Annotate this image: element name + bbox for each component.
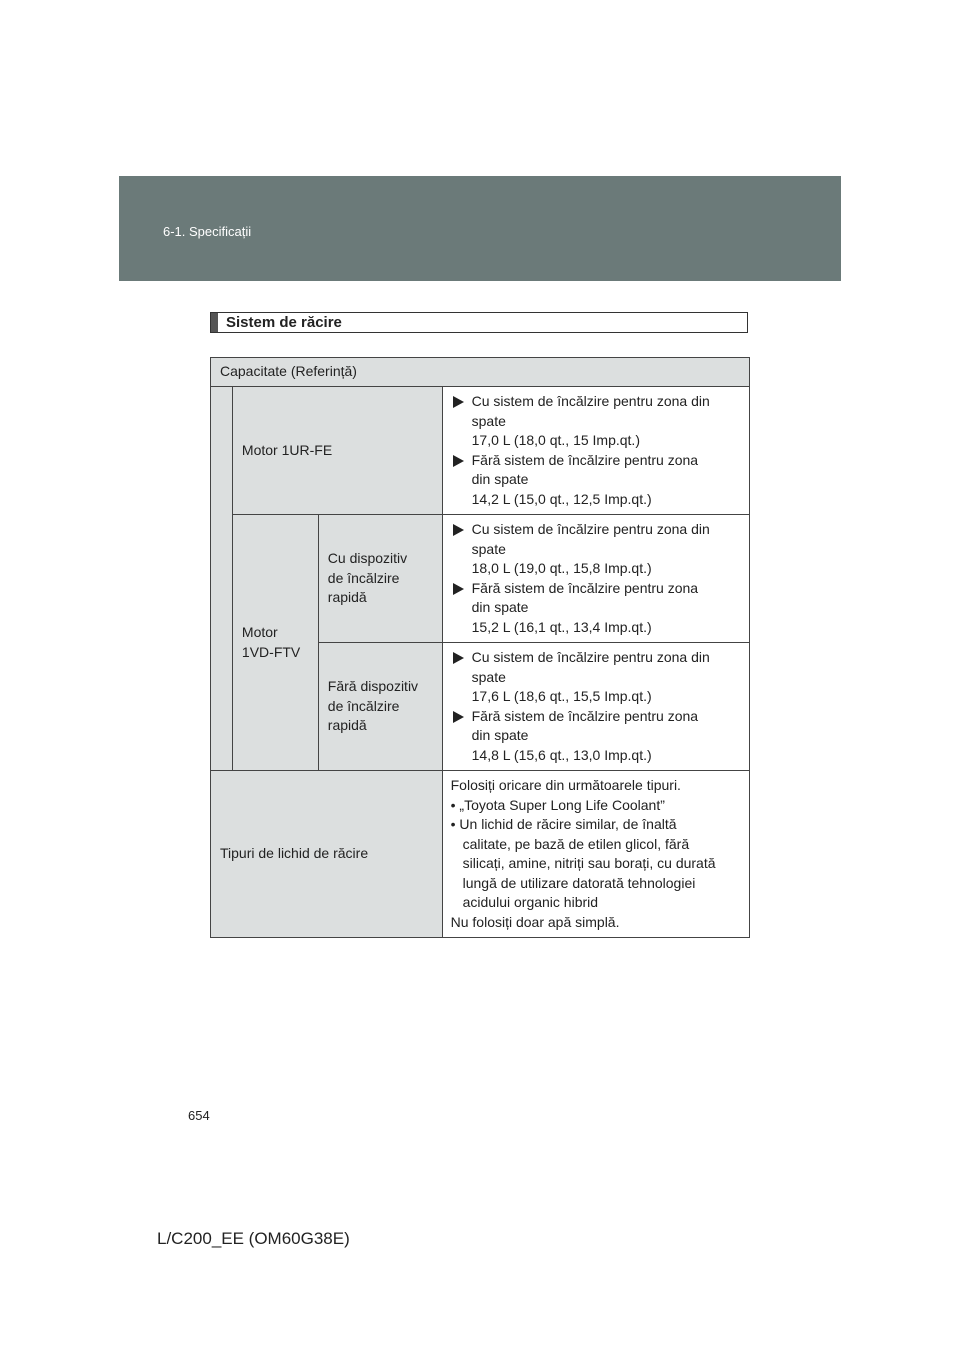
bullet-triangle-icon xyxy=(453,455,464,467)
with-fast-heater-label: Cu dispozitiv de încălzire rapidă xyxy=(318,515,442,643)
page-number: 654 xyxy=(188,1108,210,1123)
section-label: 6-1. Specificații xyxy=(163,224,252,239)
header-band xyxy=(119,176,841,281)
capacity-header: Capacitate (Referință) xyxy=(211,358,750,387)
engine-1ur-label: Motor 1UR-FE xyxy=(232,387,442,515)
bullet-triangle-icon xyxy=(453,652,464,664)
without-fast-heater-label: Fără dispozitiv de încălzire rapidă xyxy=(318,643,442,771)
capacity-indent xyxy=(211,387,233,771)
section-title-text: Sistem de răcire xyxy=(226,314,342,331)
cooling-spec-table xyxy=(210,357,750,938)
with-fast-heater-values: Cu sistem de încălzire pentru zona din spate 18,0 L (19,0 qt., 15,8 Imp.qt.) Fără sistem de încălzire pentru zona din spate 15,2 L (16,1 qt., 13,4 Imp.qt.) xyxy=(442,515,749,643)
bullet-triangle-icon xyxy=(453,583,464,595)
title-marker xyxy=(211,313,218,332)
section-title xyxy=(210,312,748,333)
engine-1vd-label: Motor 1VD-FTV xyxy=(232,515,318,771)
bullet-triangle-icon xyxy=(453,524,464,536)
bullet-triangle-icon xyxy=(453,711,464,723)
coolant-type-label: Tipuri de lichid de răcire xyxy=(211,771,443,938)
without-fast-heater-values: Cu sistem de încălzire pentru zona din spate 17,6 L (18,6 qt., 15,5 Imp.qt.) Fără sistem de încălzire pentru zona din spate 14,8 L (15,6 qt., 13,0 Imp.qt.) xyxy=(442,643,749,771)
engine-1ur-values: Cu sistem de încălzire pentru zona din spate 17,0 L (18,0 qt., 15 Imp.qt.) Fără sistem de încălzire pentru zona din spate 14,2 L (15,0 qt., 12,5 Imp.qt.) xyxy=(442,387,749,515)
coolant-type-values: Folosiți oricare din următoarele tipuri. • „Toyota Super Long Life Coolant” • Un lichid de răcire similar, de înaltă calitate, pe bază de etilen glicol, fără silicați, amine, nitriți sau borați, cu durată lungă de utilizare datorată tehnologiei acidului organic hibrid Nu folosiți doar apă simplă. xyxy=(442,771,749,938)
footer-code: L/C200_EE (OM60G38E) xyxy=(157,1229,350,1248)
bullet-triangle-icon xyxy=(453,396,464,408)
